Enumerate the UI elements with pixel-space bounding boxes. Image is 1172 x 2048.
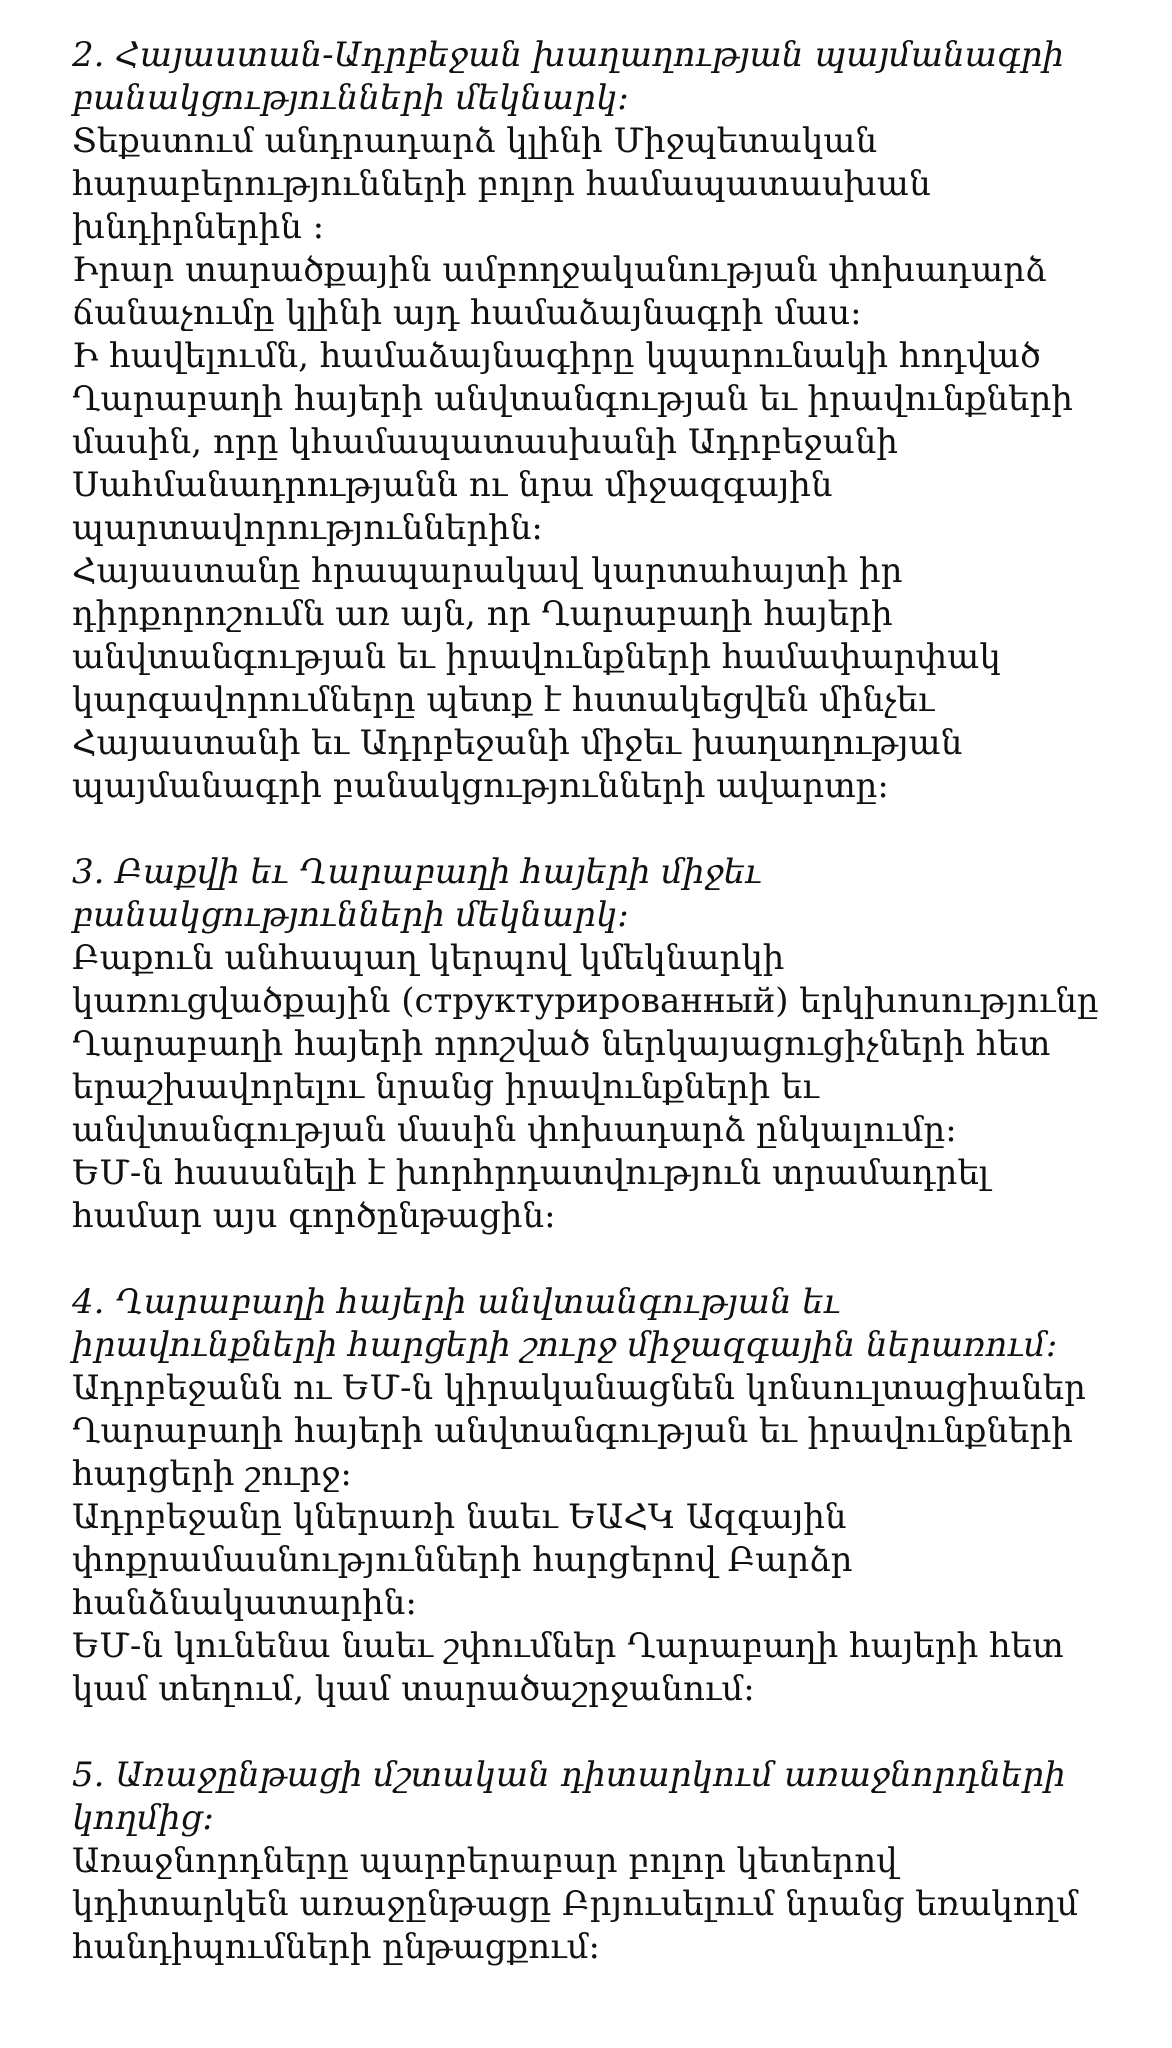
- paragraph: [72, 249, 1142, 335]
- paragraph: [72, 1152, 1142, 1238]
- text-line: ԵՄ-ն հասանելի է խորհրդատվություն տրամադրել: [72, 1153, 990, 1193]
- text-line: Ղարաբաղի հայերի որոշված ներկայացուցիչների հետ: [72, 1024, 1051, 1064]
- section-2: [72, 34, 1142, 808]
- heading-line: կողմից։: [72, 1798, 214, 1838]
- text-line: հանդիպումների ընթացքում։: [72, 1927, 601, 1967]
- section-heading: [72, 851, 1142, 937]
- heading-line: 4. Ղարաբաղի հայերի անվտանգության եւ: [72, 1282, 841, 1322]
- text-line: հանձնակատարին։: [72, 1583, 417, 1623]
- text-line: կդիտարկեն առաջընթացը Բրյուսելում նրանց եռակողմ: [72, 1884, 1079, 1924]
- text-line: անվտանգության մասին փոխադարձ ընկալումը։: [72, 1110, 957, 1150]
- text-line: պայմանագրի բանակցությունների ավարտը։: [72, 766, 889, 806]
- paragraph: [72, 1496, 1142, 1625]
- section-3: [72, 851, 1142, 1238]
- text-line: Սահմանադրությանն ու նրա միջազգային: [72, 465, 833, 505]
- text-line: ճանաչումը կլինի այդ համաձայնագրի մաս։: [72, 293, 862, 333]
- text-line: Բաքուն անհապաղ կերպով կմեկնարկի: [72, 938, 785, 978]
- heading-line: 5. Առաջընթացի մշտական դիտարկում առաջնորդների: [72, 1755, 1066, 1795]
- text-line: Հայաստանի եւ Ադրբեջանի միջեւ խաղաղության: [72, 723, 963, 763]
- text-line: համար այս գործընթացին։: [72, 1196, 556, 1236]
- section-4: [72, 1281, 1142, 1711]
- heading-line: 3. Բաքվի եւ Ղարաբաղի հայերի միջեւ: [72, 852, 762, 892]
- text-line: անվտանգության եւ իրավունքների համափարփակ: [72, 637, 1001, 677]
- paragraph: [72, 550, 1142, 808]
- paragraph: [72, 120, 1142, 249]
- text-line: Ադրբեջանն ու ԵՄ-ն կիրականացնեն կոնսուլտացիաներ: [72, 1368, 1086, 1408]
- text-line: կամ տեղում, կամ տարածաշրջանում։: [72, 1669, 755, 1709]
- text-line: Ադրբեջանը կներառի նաեւ ԵԱՀԿ Ազգային: [72, 1497, 847, 1537]
- paragraph: [72, 1367, 1142, 1496]
- text-line: հարցերի շուրջ։: [72, 1454, 352, 1494]
- text-line: խնդիրներին ։: [72, 207, 325, 247]
- heading-line: իրավունքների հարցերի շուրջ միջազգային ներառում։: [72, 1325, 1058, 1365]
- text-line: մասին, որը կհամապատասխանի Ադրբեջանի: [72, 422, 898, 462]
- section-heading: [72, 34, 1142, 120]
- text-line: երաշխավորելու նրանց իրավունքների եւ: [72, 1067, 819, 1107]
- text-line: Ղարաբաղի հայերի անվտանգության եւ իրավունքների: [72, 1411, 1073, 1451]
- section-heading: [72, 1281, 1142, 1367]
- text-line: ԵՄ-ն կունենա նաեւ շփումներ Ղարաբաղի հայերի հետ: [72, 1626, 1064, 1666]
- text-line: Ի հավելումն, համաձայնագիրը կպարունակի հոդված: [72, 336, 1041, 376]
- heading-line: բանակցությունների մեկնարկ։: [72, 895, 629, 935]
- paragraph: [72, 335, 1142, 550]
- section-heading: [72, 1754, 1142, 1840]
- text-line: կարգավորումները պետք է հստակեցվեն մինչեւ: [72, 680, 935, 720]
- heading-line: բանակցությունների մեկնարկ։: [72, 78, 629, 118]
- text-line: Հայաստանը հրապարակավ կարտահայտի իր: [72, 551, 903, 591]
- text-line: փոքրամասնությունների հարցերով Բարձր: [72, 1540, 853, 1580]
- text-line: Ղարաբաղի հայերի անվտանգության եւ իրավունքների: [72, 379, 1073, 419]
- text-line: Տեքստում անդրադարձ կլինի Միջպետական: [72, 121, 878, 161]
- section-5: [72, 1754, 1142, 1969]
- text-line: Առաջնորդները պարբերաբար բոլոր կետերով: [72, 1841, 898, 1881]
- text-line: դիրքորոշումն առ այն, որ Ղարաբաղի հայերի: [72, 594, 893, 634]
- paragraph: [72, 1840, 1142, 1969]
- paragraph: [72, 937, 1142, 1152]
- text-line: Իրար տարածքային ամբողջականության փոխադարձ: [72, 250, 1047, 290]
- heading-line: 2. Հայաստան-Ադրբեջան խաղաղության պայմանագրի: [72, 35, 1065, 75]
- document-page: [72, 34, 1142, 1969]
- text-line: հարաբերությունների բոլոր համապատասխան: [72, 164, 931, 204]
- paragraph: [72, 1625, 1142, 1711]
- text-line: կառուցվածքային (структурированный) երկխոսությունը: [72, 981, 1099, 1021]
- text-line: պարտավորություններին։: [72, 508, 543, 548]
